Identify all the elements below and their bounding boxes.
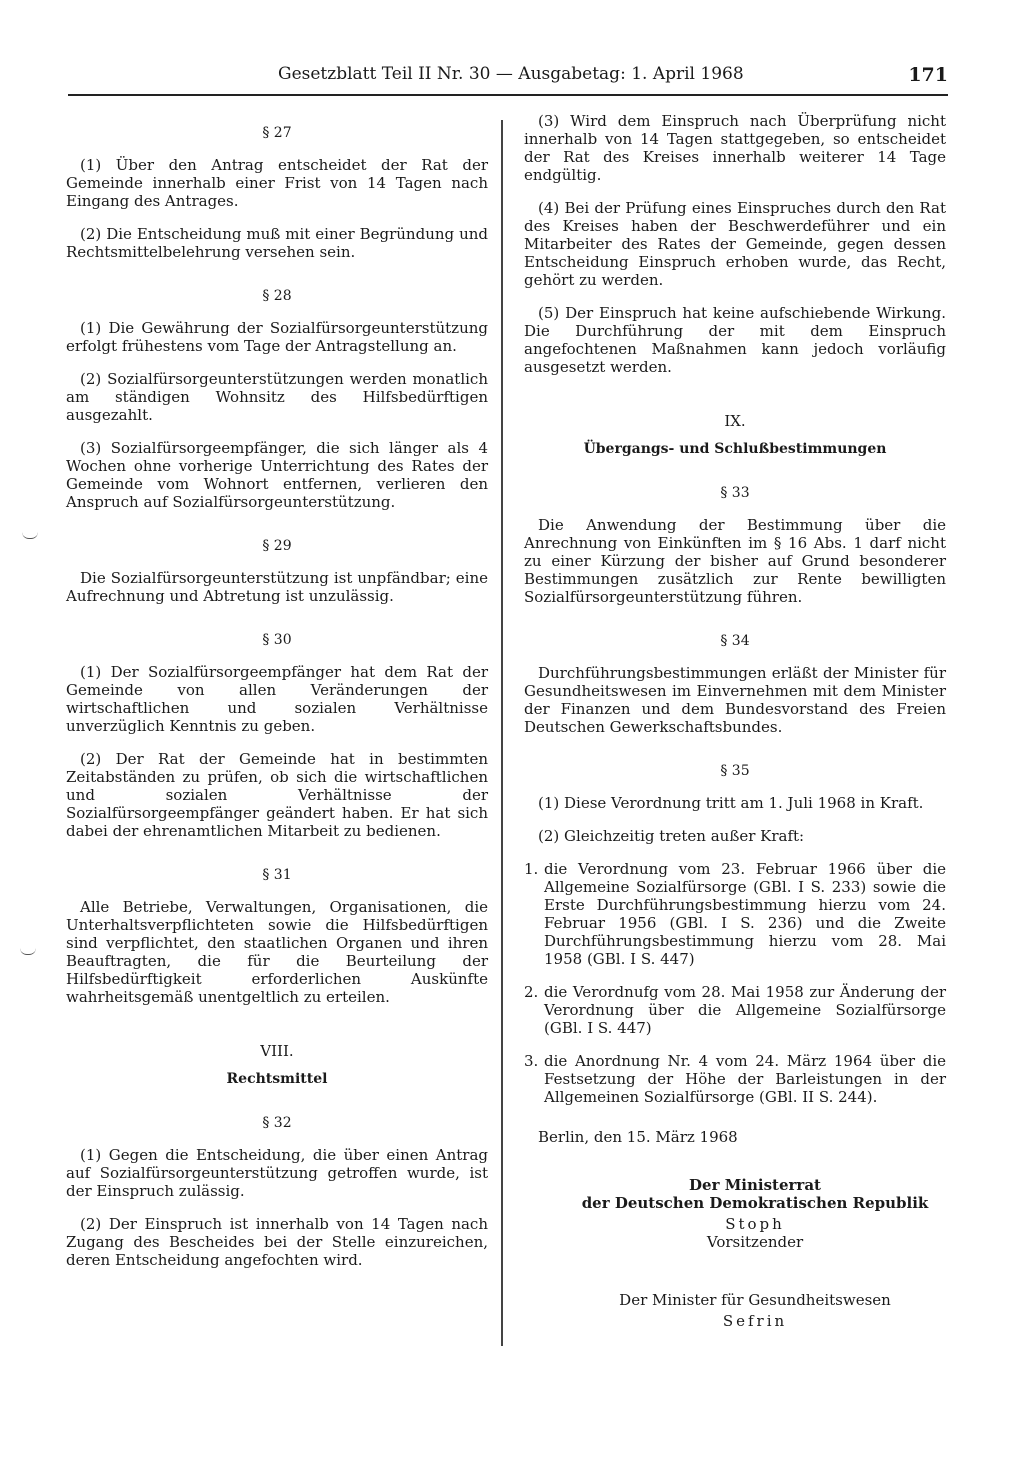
- paragraph: (1) Der Sozialfürsorgeempfänger hat dem Rat der Gemeinde von allen Veränderungen der wirtschaftlichen und sozialen Verhältnisse unverzüglich Kenntnis zu geben.: [66, 663, 488, 735]
- section-heading: § 32: [262, 1115, 292, 1131]
- list-item-text: die Anordnung Nr. 4 vom 24. März 1964 über die Festsetzung der Höhe der Barleistungen in der Allgemeinen Sozialfürsorge (GBl. II S. 244).: [544, 1052, 946, 1106]
- left-column: [66, 112, 488, 1359]
- binding-mark: [22, 532, 38, 539]
- chapter-title: Übergangs- und Schlußbestimmungen: [583, 441, 887, 457]
- paragraph: (5) Der Einspruch hat keine aufschiebende Wirkung. Die Durchführung der mit dem Einspruch angefochtenen Maßnahmen kann jedoch vorläufig ausgesetzt werden.: [524, 304, 946, 376]
- section-heading: § 35: [720, 763, 750, 779]
- column-divider: [501, 120, 503, 1346]
- paragraph: Die Anwendung der Bestimmung über die Anrechnung von Einkünften im § 16 Abs. 1 darf nicht zu einer Kürzung der bisher auf Grund besonderer Bestimmungen zusätzlich zur Rente bewilligten Sozialfürsorgeunterstützung führen.: [524, 516, 946, 606]
- list-item: [524, 983, 946, 1037]
- paragraph: (3) Sozialfürsorgeempfänger, die sich länger als 4 Wochen ohne vorherige Unterrichtung des Rates der Gemeinde vom Wohnort entfernen, verlieren den Anspruch auf Sozialfürsorgeunterstützung.: [66, 439, 488, 511]
- place-date: Berlin, den 15. März 1968: [538, 1128, 738, 1146]
- signatory-name: Sefrin: [722, 1312, 788, 1330]
- signatory-role: Vorsitzender: [706, 1233, 804, 1251]
- section-heading: § 34: [720, 633, 750, 649]
- paragraph: (2) Gleichzeitig treten außer Kraft:: [538, 827, 805, 845]
- section-heading: § 30: [262, 632, 292, 648]
- signatory-organization: Der Ministerrat: [689, 1176, 821, 1194]
- list-item-text: die Verordnufg vom 28. Mai 1958 zur Änderung der Verordnung über die Allgemeine Sozialfürsorge (GBl. I S. 447): [544, 983, 946, 1037]
- paragraph: Die Sozialfürsorgeunterstützung ist unpfändbar; eine Aufrechnung und Abtretung ist unzulässig.: [66, 569, 488, 605]
- paragraph: (2) Der Einspruch ist innerhalb von 14 Tagen nach Zugang des Bescheides bei der Stelle einzureichen, deren Entscheidung angefochten wird.: [66, 1215, 488, 1269]
- list-item: [524, 1052, 946, 1106]
- section-heading: § 28: [262, 288, 292, 304]
- paragraph: (1) Über den Antrag entscheidet der Rat der Gemeinde innerhalb einer Frist von 14 Tagen nach Eingang des Antrages.: [66, 156, 488, 210]
- minister-title: Der Minister für Gesundheitswesen: [619, 1291, 891, 1309]
- signatory-name: Stoph: [725, 1215, 785, 1233]
- list-item-number: 3.: [524, 1052, 539, 1070]
- paragraph: (1) Die Gewährung der Sozialfürsorgeunterstützung erfolgt frühestens vom Tage der Antragstellung an.: [66, 319, 488, 355]
- signature-block: [564, 1176, 946, 1330]
- paragraph: Durchführungsbestimmungen erläßt der Minister für Gesundheitswesen im Einvernehmen mit dem Minister der Finanzen und dem Bundesvorstand des Freien Deutschen Gewerkschaftsbundes.: [524, 664, 946, 736]
- list-item-number: 2.: [524, 983, 539, 1001]
- signatory-organization: der Deutschen Demokratischen Republik: [581, 1194, 929, 1212]
- list-item-text: die Verordnung vom 23. Februar 1966 über die Allgemeine Sozialfürsorge (GBl. I S. 233) sowie die Erste Durchführungsbestimmung hierzu vom 24. Februar 1956 (GBl. I S. 236) und die Zweite Durchführungsbestimmung hierzu vom 28. Mai 1958 (GBl. I S. 447): [544, 860, 946, 968]
- paragraph: (3) Wird dem Einspruch nach Überprüfung nicht innerhalb von 14 Tagen stattgegeben, so entscheidet der Rat des Kreises innerhalb weiterer 14 Tage endgültig.: [524, 112, 946, 184]
- list-item-number: 1.: [524, 860, 539, 878]
- paragraph: (2) Der Rat der Gemeinde hat in bestimmten Zeitabständen zu prüfen, ob sich die wirtschaftlichen und sozialen Verhältnisse der Sozialfürsorgeempfänger geändert haben. Er hat sich dabei der ehrenamtlichen Mitarbeit zu bedienen.: [66, 750, 488, 840]
- chapter-number: VIII.: [260, 1042, 294, 1060]
- section-heading: § 31: [262, 867, 292, 883]
- chapter-number: IX.: [724, 412, 746, 430]
- chapter-title: Rechtsmittel: [226, 1071, 328, 1087]
- paragraph: (4) Bei der Prüfung eines Einspruches durch den Rat des Kreises haben der Beschwerdeführer und ein Mitarbeiter des Rates der Gemeinde, gegen dessen Entscheidung Einspruch erhoben wurde, das Recht, gehört zu werden.: [524, 199, 946, 289]
- section-heading: § 29: [262, 538, 292, 554]
- section-heading: § 33: [720, 485, 750, 501]
- right-column: [524, 112, 946, 1359]
- section-heading: § 27: [262, 125, 292, 141]
- page-header: [68, 64, 948, 96]
- header-title: Gesetzblatt Teil II Nr. 30 — Ausgabetag: 1. April 1968: [278, 64, 744, 84]
- repeal-list: [524, 860, 946, 1106]
- paragraph: (2) Sozialfürsorgeunterstützungen werden monatlich am ständigen Wohnsitz des Hilfsbedürftigen ausgezahlt.: [66, 370, 488, 424]
- list-item: [524, 860, 946, 968]
- paragraph: (2) Die Entscheidung muß mit einer Begründung und Rechtsmittelbelehrung versehen sein.: [66, 225, 488, 261]
- paragraph: (1) Diese Verordnung tritt am 1. Juli 1968 in Kraft.: [538, 794, 924, 812]
- page-number: 171: [908, 64, 948, 86]
- paragraph: Alle Betriebe, Verwaltungen, Organisationen, die Unterhaltsverpflichteten sowie die Hilfsbedürftigen sind verpflichtet, den staatlichen Organen und ihren Beauftragten, die für die Beurteilung der Hilfsbedürftigkeit erforderlichen Auskünfte wahrheitsgemäß unentgeltlich zu erteilen.: [66, 898, 488, 1006]
- binding-mark: [20, 948, 36, 955]
- paragraph: (1) Gegen die Entscheidung, die über einen Antrag auf Sozialfürsorgeunterstützung getroffen wurde, ist der Einspruch zulässig.: [66, 1146, 488, 1200]
- signature-spacer: [564, 1251, 946, 1291]
